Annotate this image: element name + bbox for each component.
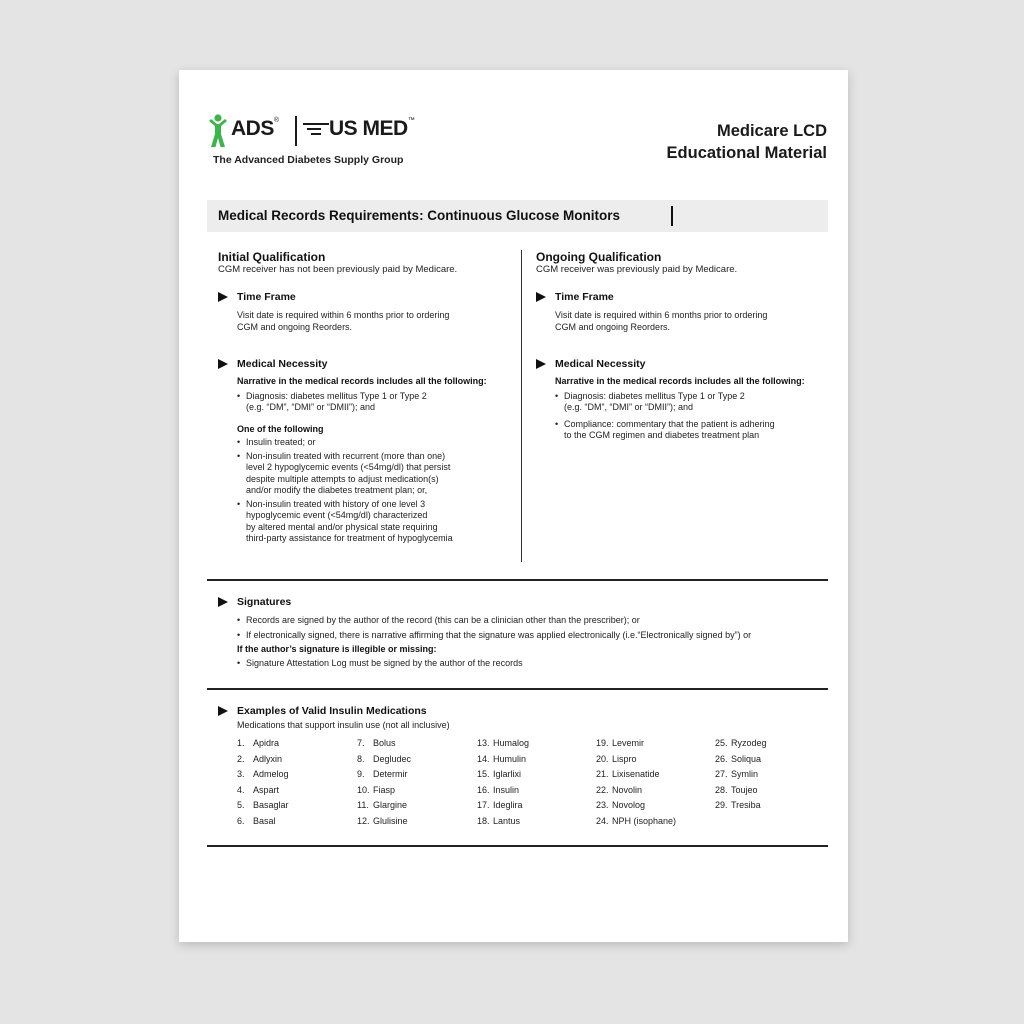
list-item: • Records are signed by the author of the record (this can be a clinician other than the prescriber); or xyxy=(237,615,827,627)
section-divider xyxy=(207,579,828,581)
initial-qualification-title: Initial Qualification xyxy=(218,250,326,264)
medication-column xyxy=(237,738,289,832)
list-item: • Non-insulin treated with history of one level 3 hypoglycemic event (<54mg/dl) characterized by altered mental and/or physical state requiring third-party assistance for treatment of hypoglycemia xyxy=(237,499,517,545)
list-item: • Diagnosis: diabetes mellitus Type 1 or Type 2 (e.g. “DM”, “DMI” or “DMII”); and xyxy=(555,391,835,414)
brand-tagline: The Advanced Diabetes Supply Group xyxy=(213,154,404,166)
section-header-bar xyxy=(207,200,828,232)
signatures-details: • Records are signed by the author of the record (this can be a clinician other than the prescriber); or • If electronically signed, there is narrative affirming that the signature was applied electronically (i.e.“Electronically signed by”) or If the author’s signature is illegible or missing: • Signature Attestation Log must be signed by the author of the records xyxy=(237,615,827,669)
initial-time-frame-text: Visit date is required within 6 months prior to ordering CGM and ongoing Reorders. xyxy=(237,310,450,332)
section-divider xyxy=(207,845,828,847)
list-item: • Diagnosis: diabetes mellitus Type 1 or Type 2 (e.g. “DM”, “DMI” or “DMII”); and xyxy=(237,391,517,414)
medication-column xyxy=(715,738,767,816)
medication-item: 1. Apidra xyxy=(237,738,280,748)
medication-item: 16. Insulin xyxy=(477,784,520,795)
medication-item: 17. Ideglira xyxy=(477,800,523,811)
medications-subtitle: Medications that support insulin use (not all inclusive) xyxy=(237,720,450,730)
list-item: • Insulin treated; or xyxy=(237,437,517,449)
ongoing-time-frame-text: Visit date is required within 6 months prior to ordering CGM and ongoing Reorders. xyxy=(555,310,768,332)
medication-item: 25. Ryzodeg xyxy=(715,738,767,748)
medication-item: 26. Soliqua xyxy=(715,753,762,764)
list-item: • Non-insulin treated with recurrent (more than one) level 2 hypoglycemic events (<54mg/dl) that persist despite multiple attempts to adjust medication(s) and/or modify the diabetes treatment plan; or, xyxy=(237,451,517,497)
medication-item: 4. Aspart xyxy=(237,784,280,795)
medication-item: 6. Basal xyxy=(237,815,276,826)
arrow-right-icon xyxy=(218,292,228,302)
ongoing-qualification-title: Ongoing Qualification xyxy=(536,250,662,264)
usmed-speed-icon xyxy=(303,120,329,140)
initial-qualification-subtitle: CGM receiver has not been previously paid by Medicare. xyxy=(218,264,458,275)
title-line-1: Medicare LCD xyxy=(716,122,827,140)
medication-item: 3. Admelog xyxy=(237,769,289,780)
arrow-right-icon xyxy=(536,359,546,369)
arrow-right-icon xyxy=(218,706,228,716)
medication-item: 11. Glargine xyxy=(357,800,408,811)
arrow-right-icon xyxy=(218,359,228,369)
medication-item: 10. Fiasp xyxy=(357,784,396,795)
medication-item: 21. Lixisenatide xyxy=(596,769,660,780)
document-page xyxy=(179,70,848,942)
medications-list xyxy=(237,738,797,838)
medication-item: 20. Lispro xyxy=(596,753,637,764)
medication-item: 19. Levemir xyxy=(596,738,645,748)
medication-item: 13. Humalog xyxy=(477,738,530,748)
medication-column xyxy=(357,738,411,832)
medication-item: 12. Glulisine xyxy=(357,815,408,826)
initial-medical-necessity-heading: Medical Necessity xyxy=(218,358,327,370)
section-title: Medical Records Requirements: Continuous Glucose Monitors xyxy=(218,208,621,223)
medication-item: 9. Determir xyxy=(357,769,408,780)
ongoing-time-frame-heading: Time Frame xyxy=(536,291,614,303)
initial-necessity-details: Narrative in the medical records includes all the following: • Diagnosis: diabetes mellitus Type 1 or Type 2 (e.g. “DM”, “DMI” or “DMII”); and One of the following • Insulin treated; or • Non-insulin treated with recurrent (more than one) level 2 hypoglycemic events (<54mg/dl) that persist despite multiple attempts to adjust medication(s) and/or modify the diabetes treatment plan; or, • Non-insulin treated with history of one level 3 hypoglycemic event (<54mg/dl) characterized by altered mental and/or physical state requiring third-party assistance for treatment of hypoglycemia xyxy=(237,376,517,545)
list-item: • If electronically signed, there is narrative affirming that the signature was applied electronically (i.e.“Electronically signed by”) or xyxy=(237,630,827,642)
medication-item: 23. Novolog xyxy=(596,800,646,811)
document-title xyxy=(667,120,827,164)
logo-divider xyxy=(295,116,297,146)
ongoing-qualification-column xyxy=(536,250,836,276)
medication-item: 29. Tresiba xyxy=(715,800,761,811)
brand-logo xyxy=(207,114,507,174)
medication-item: 5. Basaglar xyxy=(237,800,289,811)
medication-item: 27. Symlin xyxy=(715,769,759,780)
ongoing-necessity-details: Narrative in the medical records includes all the following: • Diagnosis: diabetes mellitus Type 1 or Type 2 (e.g. “DM”, “DMI” or “DMII”); and • Compliance: commentary that the patient is adhering to the CGM regimen and diabetes treatment plan xyxy=(555,376,835,442)
ongoing-qualification-subtitle: CGM receiver was previously paid by Medicare. xyxy=(536,264,738,275)
medication-column xyxy=(596,738,676,832)
medication-item: 24. NPH (isophane) xyxy=(596,815,677,826)
medication-item: 18. Lantus xyxy=(477,815,521,826)
arrow-right-icon xyxy=(536,292,546,302)
medication-item: 15. Iglarlixi xyxy=(477,769,522,780)
medication-item: 14. Humulin xyxy=(477,753,527,764)
medication-item: 7. Bolus xyxy=(357,738,396,748)
initial-qualification-column xyxy=(218,250,518,276)
medication-item: 2. Adlyxin xyxy=(237,753,283,764)
medication-item: 8. Degludec xyxy=(357,753,412,764)
initial-time-frame-heading: Time Frame xyxy=(218,291,296,303)
ads-wordmark: ADS® xyxy=(231,117,279,140)
medication-item: 22. Novolin xyxy=(596,784,643,795)
usmed-wordmark: US MED™ xyxy=(329,117,415,140)
column-divider xyxy=(521,250,522,562)
section-divider xyxy=(207,688,828,690)
list-item: • Compliance: commentary that the patient is adhering to the CGM regimen and diabetes treatment plan xyxy=(555,419,835,442)
arrow-right-icon xyxy=(218,597,228,607)
list-item: • Signature Attestation Log must be signed by the author of the records xyxy=(237,658,827,670)
signatures-heading: Signatures xyxy=(218,596,291,608)
text-cursor xyxy=(671,206,673,226)
ads-person-icon xyxy=(207,114,229,148)
title-line-2: Educational Material xyxy=(666,144,827,162)
medication-column xyxy=(477,738,529,832)
medications-heading: Examples of Valid Insulin Medications xyxy=(218,705,427,717)
ongoing-medical-necessity-heading: Medical Necessity xyxy=(536,358,645,370)
medication-item: 28. Toujeo xyxy=(715,784,758,795)
